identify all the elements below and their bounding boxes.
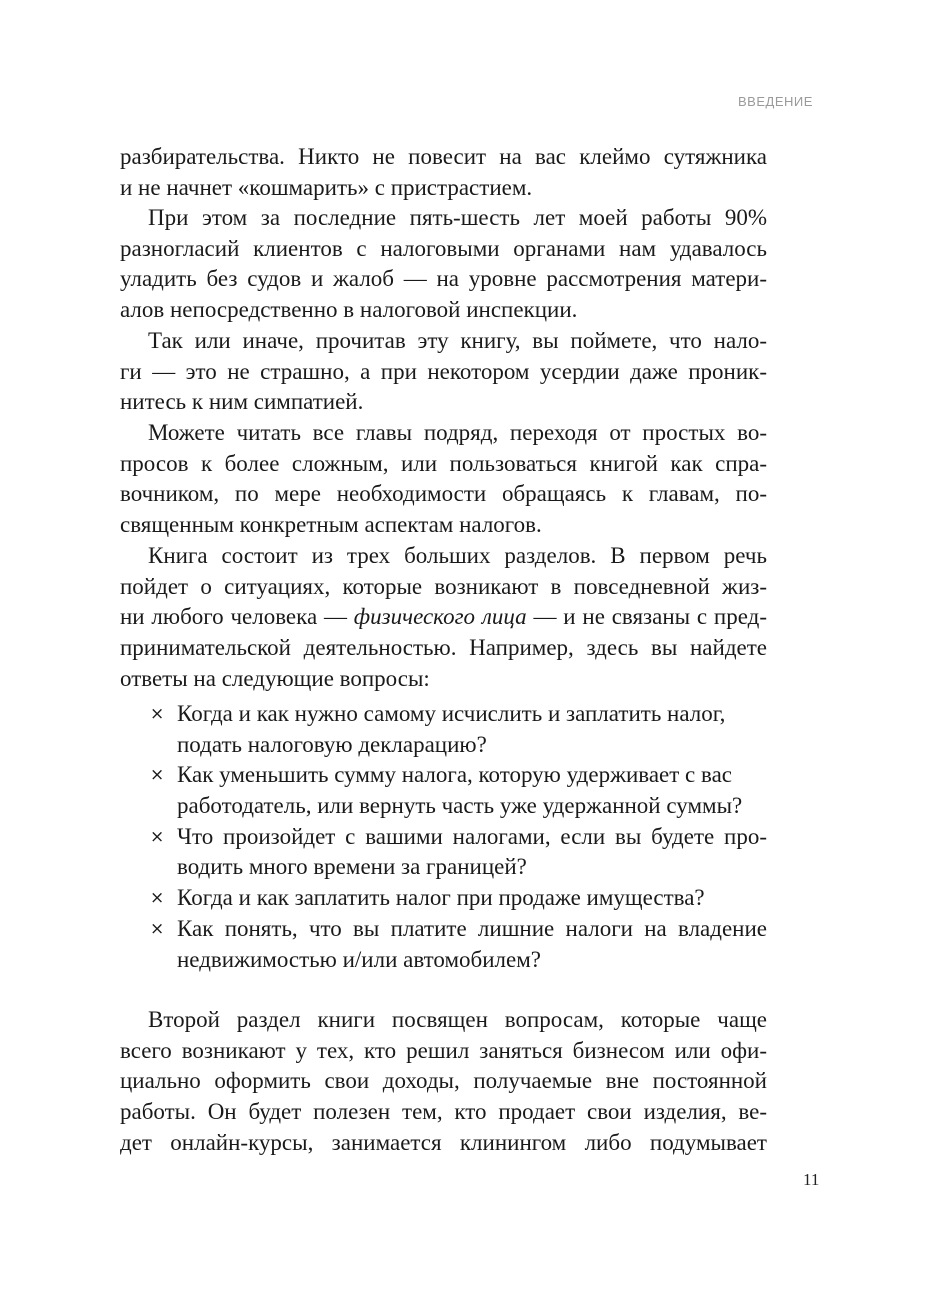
bullet-list — [120, 699, 767, 975]
text-run: ни любого человека — — [120, 604, 354, 630]
text-line: Что произойдет с вашими налогами, если вы будете про- — [177, 823, 767, 849]
cross-bullet-icon: × — [150, 888, 165, 909]
paragraph-5 — [120, 541, 767, 694]
running-header: ВВЕДЕНИЕ — [738, 94, 813, 109]
text-line: работодатель, или вернуть часть уже удержанной суммы? — [177, 793, 743, 819]
paragraph-2 — [120, 203, 767, 326]
text-line: водить много времени за границей? — [177, 854, 527, 880]
text-run: — и не связаны с пред- — [526, 604, 767, 630]
text-line: алов непосредственно в налоговой инспекции. — [120, 297, 578, 323]
list-item — [120, 914, 767, 975]
paragraph-1 — [120, 142, 767, 203]
text-line: вочником, по мере необходимости обращаясь к главам, по- — [120, 481, 767, 507]
cross-bullet-icon: × — [150, 826, 165, 847]
text-line: просов к более сложным, или пользоваться книгой как спра- — [120, 450, 767, 476]
text-line: ответы на следующие вопросы: — [120, 665, 430, 691]
page-number: 11 — [803, 1170, 820, 1189]
list-item — [120, 699, 767, 760]
text-line — [120, 602, 767, 633]
text-line: ги — это не страшно, а при некотором усердии даже проник- — [120, 358, 767, 384]
text-line: принимательской деятельностью. Например, здесь вы найдете — [120, 635, 767, 661]
text-line: всего возникают у тех, кто решил заняться бизнесом или офи- — [120, 1037, 767, 1063]
text-line: Так или иначе, прочитав эту книгу, вы поймете, что нало- — [148, 328, 767, 353]
cross-bullet-icon: × — [150, 918, 165, 939]
text-line: Как понять, что вы платите лишние налоги на владение — [177, 915, 767, 941]
italic-term: физического лица — [353, 604, 527, 630]
list-item — [120, 822, 767, 883]
text-line: Можете читать все главы подряд, переходя от простых во- — [148, 420, 767, 445]
text-line: работы. Он будет полезен тем, кто продает свои изделия, ве- — [120, 1099, 767, 1125]
text-line: Когда и как заплатить налог при продаже имущества? — [177, 885, 705, 911]
text-line: пойдет о ситуациях, которые возникают в повседневной жиз- — [120, 573, 767, 599]
text-line: и не начнет «кошмарить» с пристрастием. — [120, 174, 533, 200]
text-line: уладить без судов и жалоб — на уровне рассмотрения матери- — [120, 266, 767, 292]
list-item — [120, 883, 767, 914]
cross-bullet-icon: × — [150, 765, 165, 786]
text-line: нитесь к ним симпатией. — [120, 389, 364, 415]
list-item — [120, 760, 767, 821]
cross-bullet-icon: × — [150, 704, 165, 724]
text-line: Когда и как нужно самому исчислить и заплатить налог, — [177, 701, 726, 726]
text-line: дет онлайн-курсы, занимается клинингом либо подумывает — [120, 1129, 767, 1155]
text-line: священным конкретным аспектам налогов. — [120, 512, 542, 538]
paragraph-3 — [120, 326, 767, 418]
text-line: При этом за последние пять-шесть лет моей работы 90% — [148, 205, 767, 230]
text-line: Второй раздел книги посвящен вопросам, которые чаще — [148, 1007, 767, 1032]
text-line: недвижимостью и/или автомобилем? — [177, 946, 541, 972]
text-line: подать налоговую декларацию? — [177, 731, 487, 757]
text-line: циально оформить свои доходы, получаемые вне постоянной — [120, 1068, 767, 1094]
text-line: Как уменьшить сумму налога, которую удерживает с вас — [177, 762, 732, 788]
text-line: Книга состоит из трех больших разделов. В первом речь — [148, 543, 767, 568]
paragraph-6 — [120, 1005, 767, 1158]
text-line: разногласий клиентов с налоговыми органами нам удавалось — [120, 235, 767, 261]
text-line: разбирательства. Никто не повесит на вас клеймо сутяжника — [120, 144, 767, 169]
paragraph-4 — [120, 418, 767, 541]
